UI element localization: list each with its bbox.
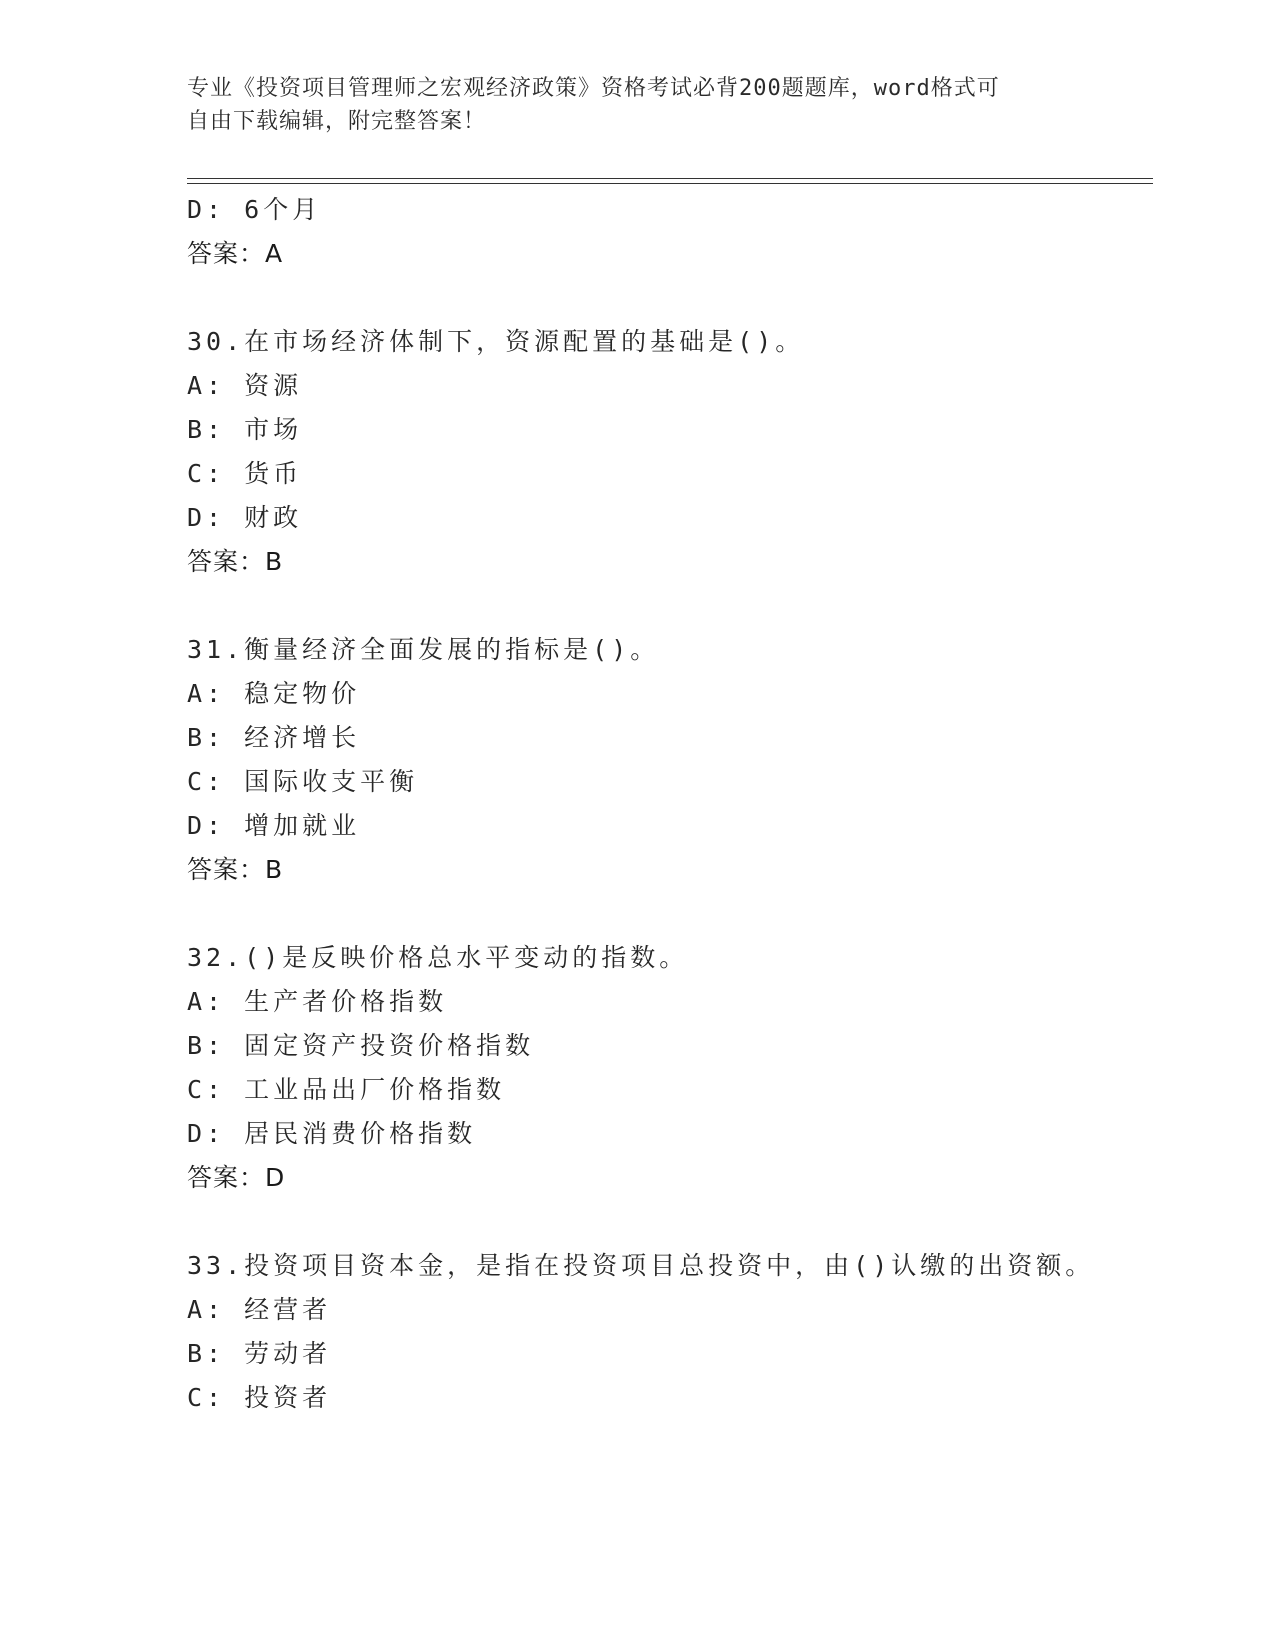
q31-option-c: C: 国际收支平衡 xyxy=(187,767,419,796)
q31-option-d: D: 增加就业 xyxy=(187,811,361,840)
q32-option-c: C: 工业品出厂价格指数 xyxy=(187,1075,506,1104)
q31-option-b: B: 经济增长 xyxy=(187,723,361,752)
q32-option-d: D: 居民消费价格指数 xyxy=(187,1119,477,1148)
document-header xyxy=(187,72,1087,138)
q33-option-b: B: 劳动者 xyxy=(187,1339,332,1368)
q31-stem: 31.衡量经济全面发展的指标是()。 xyxy=(187,635,660,664)
q31-answer: 答案：B xyxy=(187,855,284,884)
q32-answer: 答案：D xyxy=(187,1163,286,1192)
q32-stem: 32.()是反映价格总水平变动的指数。 xyxy=(187,943,689,972)
q33-option-a: A: 经营者 xyxy=(187,1295,332,1324)
q33-stem: 33.投资项目资本金，是指在投资项目总投资中，由()认缴的出资额。 xyxy=(187,1251,1095,1280)
q30-answer: 答案：B xyxy=(187,547,284,576)
q30-option-a: A: 资源 xyxy=(187,371,303,400)
q33-option-c: C: 投资者 xyxy=(187,1383,332,1412)
header-line-1: 专业《投资项目管理师之宏观经济政策》资格考试必背200题题库，word格式可 xyxy=(187,76,1000,101)
q29-answer: 答案：A xyxy=(187,239,284,268)
header-divider-bottom xyxy=(187,183,1153,184)
q30-option-d: D: 财政 xyxy=(187,503,303,532)
q29-option-d: D: 6个月 xyxy=(187,195,322,224)
q30-stem: 30.在市场经济体制下，资源配置的基础是()。 xyxy=(187,327,805,356)
q30-option-c: C: 货币 xyxy=(187,459,303,488)
q31-option-a: A: 稳定物价 xyxy=(187,679,361,708)
q32-option-a: A: 生产者价格指数 xyxy=(187,987,448,1016)
q30-option-b: B: 市场 xyxy=(187,415,303,444)
q32-option-b: B: 固定资产投资价格指数 xyxy=(187,1031,535,1060)
header-divider-top xyxy=(187,178,1153,179)
header-line-2: 自由下载编辑，附完整答案！ xyxy=(187,109,487,134)
